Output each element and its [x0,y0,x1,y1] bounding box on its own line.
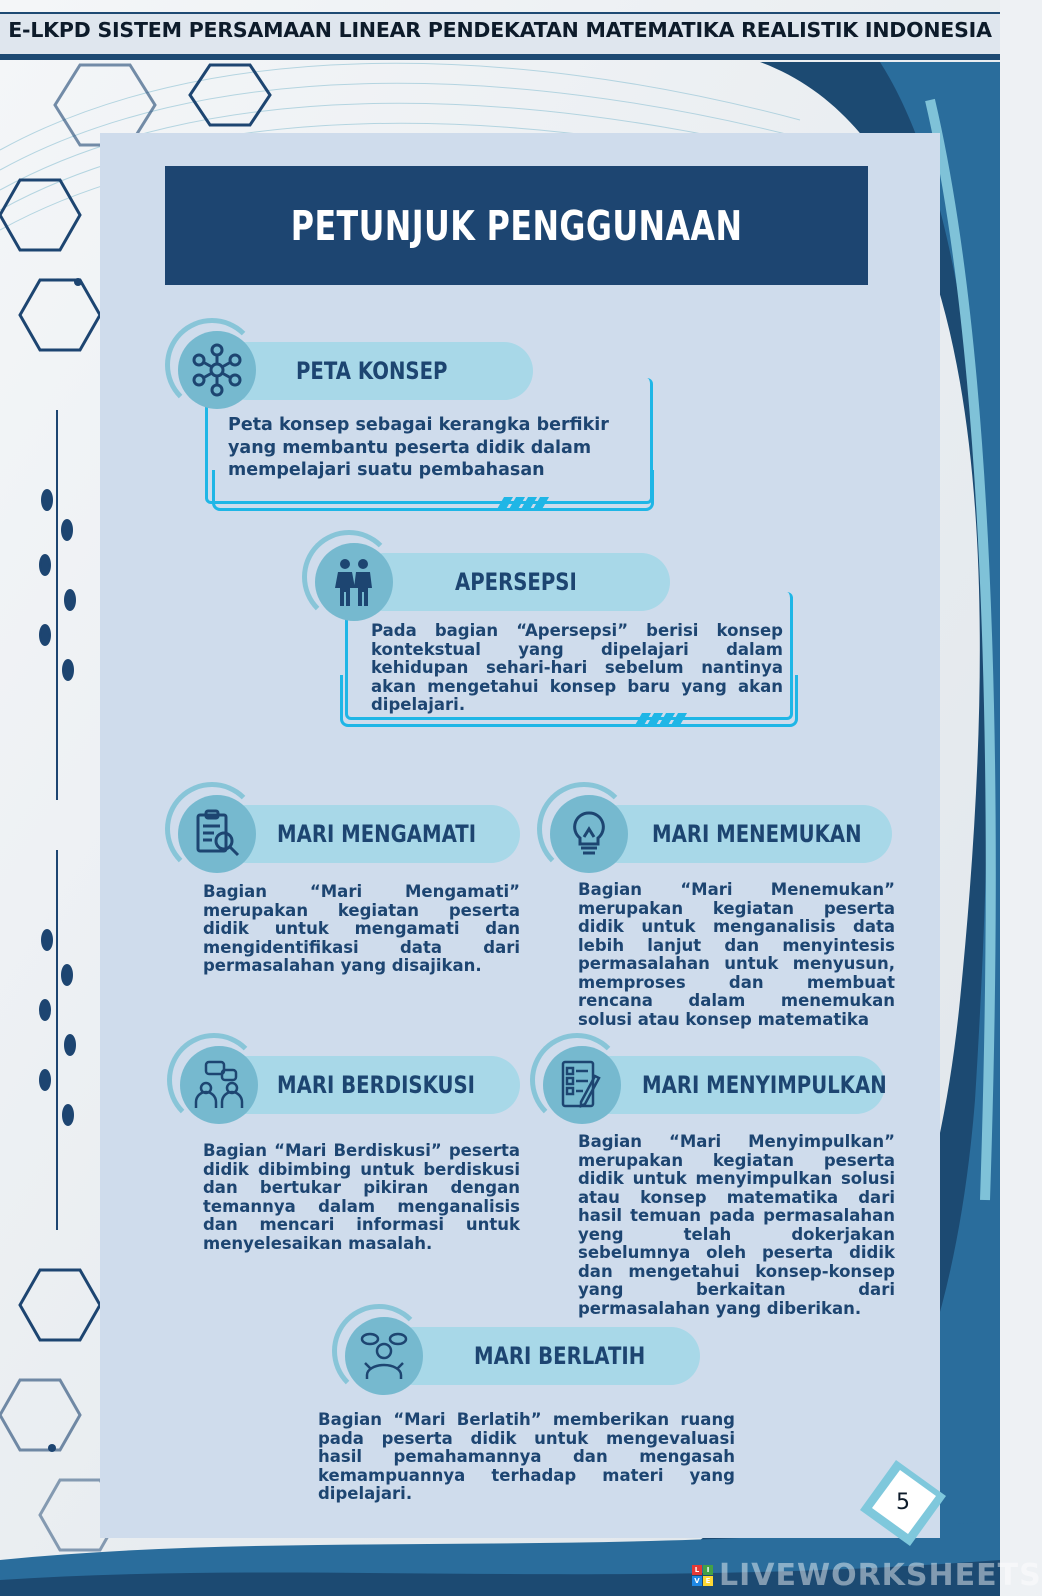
section-label: MARI MENEMUKAN [652,820,862,848]
thinking-person-icon [345,1317,423,1395]
lightbulb-icon [550,795,628,873]
section-description: Bagian “Mari Mengamati” merupakan kegiatan peserta didik untuk mengamati dan mengidentifikasi data dari permasalahan yang disajikan. [203,882,520,975]
section-description: Peta konsep sebagai kerangka berfikir yang membantu peserta didik dalam mempelajari suatu pembahasan [228,415,609,480]
liveworksheets-watermark[interactable] [692,1558,1042,1593]
section-description: Bagian “Mari Menemukan” merupakan kegiatan peserta didik untuk menganalisis data lebih lanjut dan menyintesis permasalahan untuk menyusun, memproses dan membuat rencana dalam menemukan solusi atau konsep matematika [578,880,895,1029]
checklist-pen-icon [543,1046,621,1124]
section-label: MARI BERLATIH [474,1342,646,1370]
section-label: MARI BERDISKUSI [277,1071,475,1099]
page-title: PETUNJUK PENGGUNAAN [290,201,743,250]
clipboard-magnifier-icon [178,795,256,873]
section-description: Bagian “Mari Berlatih” memberikan ruang pada peserta didik untuk mengevaluasi hasil pemahamannya dan mengasah kemampuannya terhadap materi yang dipelajari. [318,1410,735,1503]
section-description: Pada bagian “Apersepsi” berisi konsep kontekstual yang dipelajari dalam kehidupan sehari-hari sebelum nantinya akan mengetahui konsep baru yang akan dipelajari. [371,621,783,714]
page-title-box [165,166,868,285]
header [0,0,1000,62]
discussion-icon [180,1046,258,1124]
decorative-slashes [500,497,545,511]
liveworksheets-logo: L I V E [692,1565,713,1586]
section-description: Bagian “Mari Menyimpulkan” merupakan kegiatan peserta didik untuk menyimpulkan solusi atau konsep matematika dari hasil temuan pada permasalahan yeng telah dokerjakan sebelumnya oleh peserta didik dan mengetahui konsep-konsep yang berkaitan dari permasalahan yang diberikan. [578,1132,895,1318]
people-icon [315,543,393,621]
network-icon [178,331,256,409]
section-description: Bagian “Mari Berdiskusi” peserta didik dibimbing untuk berdiskusi dan bertukar pikiran dengan temannya dalam menganalisis dan mencari informasi untuk menyelesaikan masalah. [203,1141,520,1253]
watermark-text: LIVEWORKSHEETS [719,1558,1042,1593]
page-number: 5 [896,1490,910,1515]
decorative-slashes [638,713,683,727]
page-number-badge [858,1458,948,1548]
section-label: APERSEPSI [455,568,577,596]
section-label: PETA KONSEP [296,357,448,385]
header-title: E-LKPD SISTEM PERSAMAAN LINEAR PENDEKATAN MATEMATIKA REALISTIK INDONESIA [8,18,992,42]
section-label: MARI MENGAMATI [277,820,477,848]
section-label: MARI MENYIMPULKAN [642,1071,887,1099]
